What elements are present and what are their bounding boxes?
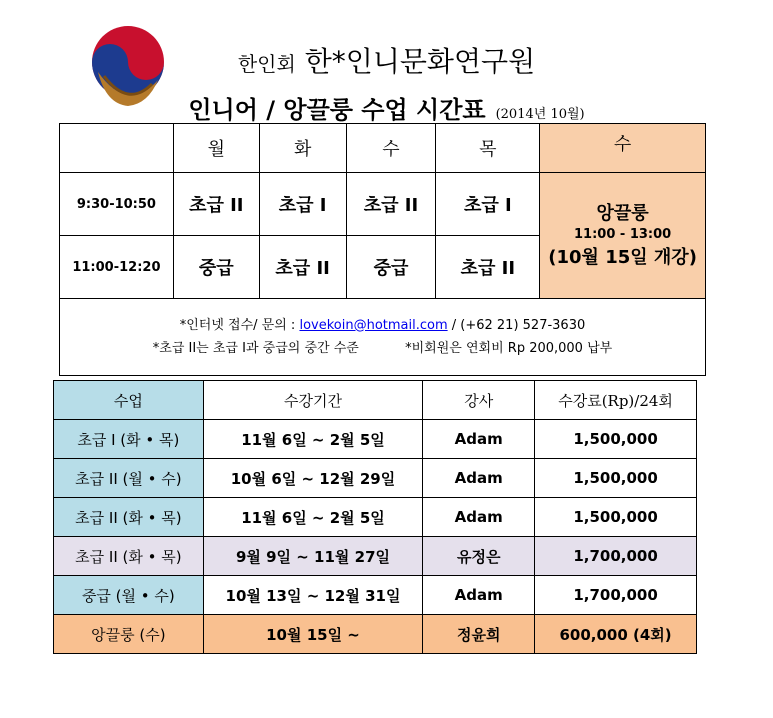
course-name: 초급 I (화 • 목) bbox=[54, 420, 204, 459]
page-subtitle: 인니어 / 앙끌룽 수업 시간표 (2014년 10월) bbox=[188, 96, 585, 124]
course-period: 11월 6일 ~ 2월 5일 bbox=[203, 498, 423, 537]
header-course: 수업 bbox=[54, 381, 204, 420]
level-note: *초급 II는 초급 I과 중급의 중간 수준 bbox=[152, 341, 359, 356]
course-fee: 600,000 (4회) bbox=[535, 615, 697, 654]
special-class-cell bbox=[540, 173, 706, 299]
time-slot: 9:30-10:50 bbox=[60, 173, 174, 236]
course-fee: 1,500,000 bbox=[535, 420, 697, 459]
info-cell bbox=[60, 299, 706, 376]
course-fee: 1,700,000 bbox=[535, 576, 697, 615]
header-teacher: 강사 bbox=[423, 381, 535, 420]
class-cell: 초급 II bbox=[436, 236, 540, 299]
course-name: 초급 II (화 • 목) bbox=[54, 498, 204, 537]
table-row bbox=[54, 459, 697, 498]
page-title: 한인회 한*인니문화연구원 bbox=[237, 45, 536, 78]
course-fee: 1,700,000 bbox=[535, 537, 697, 576]
course-period: 10월 13일 ~ 12월 31일 bbox=[203, 576, 423, 615]
day-header: 목 bbox=[436, 124, 540, 173]
membership-note: *비회원은 연회비 Rp 200,000 납부 bbox=[405, 341, 613, 356]
table-row bbox=[54, 498, 697, 537]
day-header: 월 bbox=[173, 124, 259, 173]
course-name: 앙끌룽 (수) bbox=[54, 615, 204, 654]
table-row bbox=[54, 537, 697, 576]
day-header: 화 bbox=[259, 124, 346, 173]
notes-line bbox=[60, 337, 705, 360]
corner-cell bbox=[60, 124, 174, 173]
time-slot: 11:00-12:20 bbox=[60, 236, 174, 299]
class-cell: 초급 II bbox=[173, 173, 259, 236]
special-class-name: 앙끌룽 bbox=[596, 203, 649, 225]
table-row bbox=[54, 420, 697, 459]
course-period: 11월 6일 ~ 2월 5일 bbox=[203, 420, 423, 459]
course-teacher: Adam bbox=[423, 420, 535, 459]
course-period: 10월 15일 ~ bbox=[203, 615, 423, 654]
course-fee: 1,500,000 bbox=[535, 459, 697, 498]
course-period: 10월 6일 ~ 12월 29일 bbox=[203, 459, 423, 498]
email-link[interactable]: lovekoin@hotmail.com bbox=[299, 317, 448, 333]
contact-line bbox=[60, 314, 705, 337]
schedule-table bbox=[59, 123, 706, 376]
course-name: 중급 (월 • 수) bbox=[54, 576, 204, 615]
header-period: 수강기간 bbox=[203, 381, 423, 420]
table-row bbox=[54, 615, 697, 654]
day-header-special: 수 bbox=[540, 124, 706, 173]
day-header: 수 bbox=[346, 124, 436, 173]
course-fee: 1,500,000 bbox=[535, 498, 697, 537]
course-teacher: Adam bbox=[423, 498, 535, 537]
header-fee: 수강료(Rp)/24회 bbox=[535, 381, 697, 420]
class-cell: 중급 bbox=[173, 236, 259, 299]
table-row bbox=[54, 576, 697, 615]
fee-table bbox=[53, 380, 697, 654]
course-name: 초급 II (화 • 목) bbox=[54, 537, 204, 576]
special-class-note: (10월 15일 개강) bbox=[548, 246, 697, 268]
class-cell: 중급 bbox=[346, 236, 436, 299]
class-cell: 초급 I bbox=[436, 173, 540, 236]
class-cell: 초급 II bbox=[259, 236, 346, 299]
course-teacher: 정윤희 bbox=[423, 615, 535, 654]
course-teacher: 유정은 bbox=[423, 537, 535, 576]
special-class-time: 11:00 - 13:00 bbox=[574, 227, 672, 243]
course-period: 9월 9일 ~ 11월 27일 bbox=[203, 537, 423, 576]
contact-label: *인터넷 접수/ 문의 : bbox=[179, 317, 300, 333]
course-name: 초급 II (월 • 수) bbox=[54, 459, 204, 498]
class-cell: 초급 II bbox=[346, 173, 436, 236]
course-teacher: Adam bbox=[423, 576, 535, 615]
class-cell: 초급 I bbox=[259, 173, 346, 236]
phone-number: / (+62 21) 527-3630 bbox=[447, 317, 586, 333]
course-teacher: Adam bbox=[423, 459, 535, 498]
